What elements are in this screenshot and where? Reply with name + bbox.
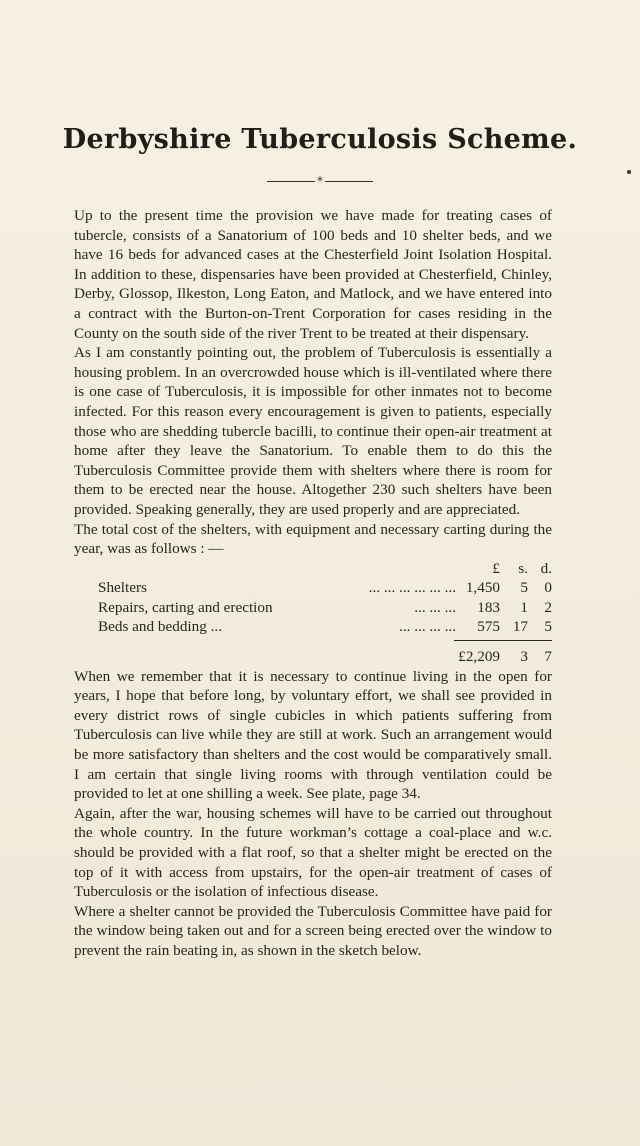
paragraph-cubicles: When we remember that it is necessary to continue living in the open for years, I hope that before long, by voluntary effort, we shall see provided in every district rows of single cubicles in which patients suffering from Tuberculosis can live while they are still at work. Such an arrangement would be more satisfactory than shelters and the cost would be comparatively small. I am certain that single living rooms with through ventilation could be provided to let at one shilling a week. See plate, page 34. bbox=[74, 667, 552, 803]
dot-leader: ... ... ... bbox=[414, 598, 456, 616]
cost-pounds: 575 bbox=[477, 618, 500, 636]
asterisk-icon: * bbox=[317, 174, 323, 189]
body-text bbox=[74, 206, 552, 961]
cost-table bbox=[74, 559, 552, 667]
total-pence: 7 bbox=[544, 648, 552, 666]
cost-row-repairs bbox=[74, 598, 552, 618]
cost-row-shelters bbox=[74, 578, 552, 598]
header-pence: d. bbox=[540, 559, 552, 577]
cost-pence: 2 bbox=[544, 598, 552, 616]
cost-pounds: 183 bbox=[477, 598, 500, 616]
cost-label: Shelters bbox=[98, 579, 147, 597]
total-shillings: 3 bbox=[520, 648, 528, 666]
cost-label: Repairs, carting and erection bbox=[98, 598, 273, 616]
header-shillings: s. bbox=[518, 559, 528, 577]
cost-shillings: 17 bbox=[512, 618, 528, 636]
cost-pence: 0 bbox=[544, 579, 552, 597]
ornament-rule-left bbox=[267, 181, 315, 182]
paragraph-housing: As I am constantly pointing out, the problem of Tuberculosis is essentially a housing problem. In an overcrowded house which is ill-ventilated where there is one case of Tuberculosis, it is impossible for other inmates not to become infected. For this reason every encouragement is given to patients, especially those who are shedding tubercle bacilli, to continue their open-air treatment at home after they leave the Sanatorium. To enable them to do this the Tuberculosis Committee provide them with shelters where there is room for them to be erected near the house. Altogether 230 such shelters have been provided. Speaking generally, they are used properly and are appreciated. bbox=[74, 344, 552, 518]
cost-pounds: 1,450 bbox=[465, 579, 500, 597]
cost-label: Beds and bedding ... bbox=[98, 618, 223, 636]
total-pounds: £2,209 bbox=[458, 648, 500, 666]
paragraph-provision: Up to the present time the provision we have made for treating cases of tubercle, consists of a Sanatorium of 100 beds and 10 shelter beds, and we have 16 beds for advanced cases at the Chesterfield Joint Isolation Hospital. In addition to these, dispensaries have been provided at Chesterfield, Chinley, Derby, Glossop, Ilkeston, Long Eaton, and Matlock, and we have entered into a contract with the Burton-on-Trent Corporation for cases residing in the County on the south side of the river Trent to be treated at their dispensary. bbox=[74, 207, 552, 342]
page-title: Derbyshire Tuberculosis Scheme. bbox=[62, 124, 578, 155]
header-pounds: £ bbox=[492, 559, 500, 577]
paragraph-after-war: Again, after the war, housing schemes will have to be carried out throughout the whole country. In the future workman’s cottage a coal-place and w.c. should be provided with a flat roof, so that a shelter might be erected on the top of it with access from upstairs, for the open-air treatment of cases of Tuberculosis or the isolation of infectious disease. bbox=[74, 804, 552, 901]
cost-pence: 5 bbox=[544, 618, 552, 636]
cost-shillings: 5 bbox=[520, 579, 528, 597]
total-rule bbox=[454, 640, 552, 641]
paragraph-window-screen: Where a shelter cannot be provided the Tuberculosis Committee have paid for the window being taken out and for a screen being erected over the window to prevent the rain beating in, as shown in the sketch below. bbox=[74, 902, 552, 959]
ornament-rule-right bbox=[325, 181, 373, 182]
paragraph-cost-intro: The total cost of the shelters, with equipment and necessary carting during the year, was as follows : — bbox=[74, 520, 552, 558]
dot-leader: ... ... ... ... ... ... bbox=[368, 579, 456, 597]
cost-row-beds bbox=[74, 617, 552, 637]
title-ornament bbox=[0, 172, 640, 192]
dot-leader: ... ... ... ... bbox=[399, 618, 456, 636]
cost-table-header bbox=[74, 559, 552, 579]
margin-mark bbox=[627, 170, 631, 174]
cost-shillings: 1 bbox=[520, 598, 528, 616]
cost-total-row bbox=[74, 647, 552, 667]
